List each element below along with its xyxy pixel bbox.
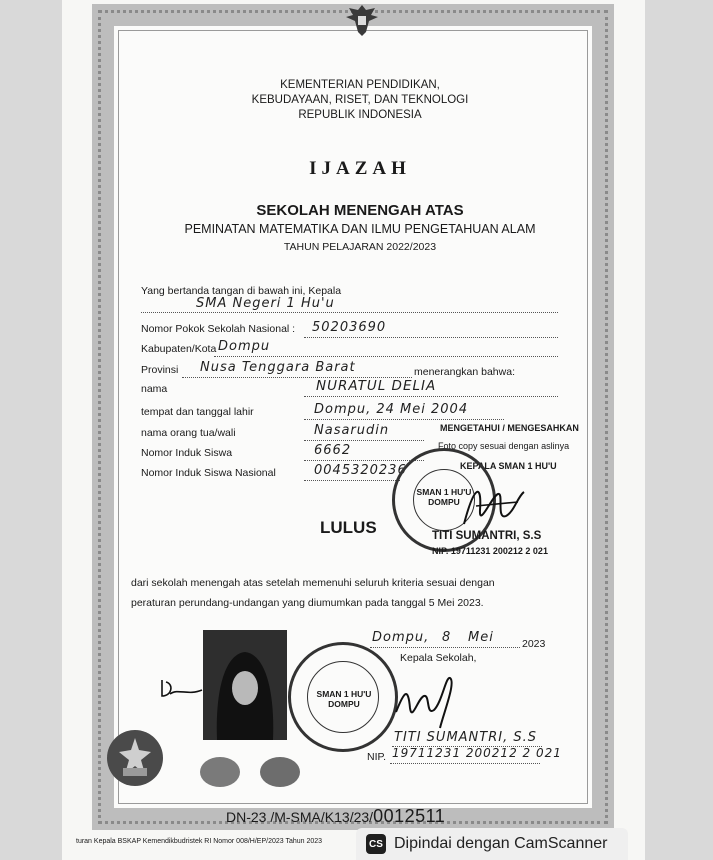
prov-label: Provinsi (141, 364, 179, 376)
field-value-nama: NURATUL DELIA (316, 378, 437, 394)
principal-nip: 19711231 200212 2 021 (392, 746, 562, 760)
field-value-nisn: 0045320236 (314, 463, 407, 478)
npsn-label: Nomor Pokok Sekolah Nasional : (141, 323, 296, 335)
prov-value: Nusa Tenggara Barat (200, 360, 356, 375)
line-npsn (304, 337, 558, 338)
regulation-note: turan Kepala BSKAP Kemendikbudristek RI Nomor 008/H/EP/2023 Tahun 2023 (76, 838, 323, 845)
line-nama (304, 396, 558, 397)
line-nis (304, 460, 424, 461)
document-number-prefix: DN-23 /M-SMA/K13/23/ (226, 809, 374, 825)
line-kab (214, 356, 558, 357)
sign-year: 2023 (522, 638, 546, 650)
kab-value: Dompu (218, 339, 271, 354)
field-value-ortu: Nasarudin (314, 423, 390, 438)
ministry-line-3: REPUBLIK INDONESIA (298, 109, 422, 121)
garuda-emblem-icon (342, 2, 382, 38)
field-label-nis: Nomor Induk Siswa (141, 447, 233, 459)
legal-line-2: Foto copy sesuai dengan aslinya (438, 441, 570, 451)
line-nisn (304, 480, 400, 481)
field-label-ttl: tempat dan tanggal lahir (141, 406, 254, 418)
line-date (370, 647, 520, 648)
tut-wuri-handayani-logo-icon (105, 728, 165, 788)
school-type: SEKOLAH MENENGAH ATAS (256, 202, 464, 219)
legal-name: TITI SUMANTRI, S.S (432, 530, 542, 542)
camscanner-icon: CS (366, 834, 386, 854)
kab-label: Kabupaten/Kota (141, 343, 217, 355)
result-lulus: LULUS (320, 518, 377, 537)
paragraph-line-2: peraturan perundang-undangan yang diumumkan pada tanggal 5 Mei 2023. (131, 597, 484, 609)
document-title: IJAZAH (309, 158, 411, 179)
legal-nip: NIP. 19711231 200212 2 021 (432, 546, 548, 556)
field-label-ortu: nama orang tua/wali (141, 427, 236, 439)
principal-stamp (288, 642, 398, 752)
legal-line-3: KEPALA SMAN 1 HU'U (460, 461, 557, 471)
document-serial: 0012511 (373, 806, 446, 826)
line-ortu (304, 440, 424, 441)
paragraph-line-1: dari sekolah menengah atas setelah memenuhi seluruh kriteria sesuai dengan (131, 577, 495, 589)
principal-name: TITI SUMANTRI, S.S (394, 730, 537, 745)
camscanner-watermark (356, 828, 628, 860)
thumbprints (180, 752, 320, 790)
line-kepala (141, 312, 558, 313)
line-ttl (304, 419, 504, 420)
academic-year: TAHUN PELAJARAN 2022/2023 (283, 241, 437, 253)
legal-stamp-text: SMAN 1 HU'U DOMPU (416, 487, 472, 507)
principal-stamp-text: SMAN 1 HU'U DOMPU (316, 689, 372, 709)
camscanner-text: Dipindai dengan CamScanner (394, 835, 608, 852)
sign-role: Kepala Sekolah, (400, 652, 477, 664)
sign-place: Dompu, (372, 630, 430, 645)
kepala-school-value: SMA Negeri 1 Hu'u (196, 296, 335, 311)
student-photo (203, 630, 287, 740)
ministry-header (240, 78, 480, 123)
ministry-line-2: KEBUDAYAAN, RISET, DAN TEKNOLOGI (251, 94, 469, 106)
intro-text: Yang bertanda tangan di bawah ini, Kepala (141, 285, 342, 297)
field-label-nama: nama (141, 383, 168, 395)
field-value-nis: 6662 (314, 443, 352, 458)
menerangkan-text: menerangkan bahwa: (414, 366, 515, 378)
legal-line-1: MENGETAHUI / MENGESAHKAN (440, 423, 579, 433)
legalization-signature (458, 476, 528, 536)
field-label-nisn: Nomor Induk Siswa Nasional (141, 467, 276, 479)
sign-day: 8 (442, 630, 452, 645)
line-principal-nip (390, 763, 540, 764)
principal-signature (394, 672, 464, 732)
document-number (226, 806, 445, 827)
field-value-ttl: Dompu, 24 Mei 2004 (314, 402, 469, 417)
peminatan: PEMINATAN MATEMATIKA DAN ILMU PENGETAHUAN ALAM (184, 222, 536, 236)
student-signature (158, 676, 204, 700)
sign-month: Mei (468, 630, 494, 645)
principal-nip-label: NIP. (367, 751, 387, 763)
npsn-value: 50203690 (312, 320, 387, 335)
ministry-line-1: KEMENTERIAN PENDIDIKAN, (280, 79, 440, 91)
